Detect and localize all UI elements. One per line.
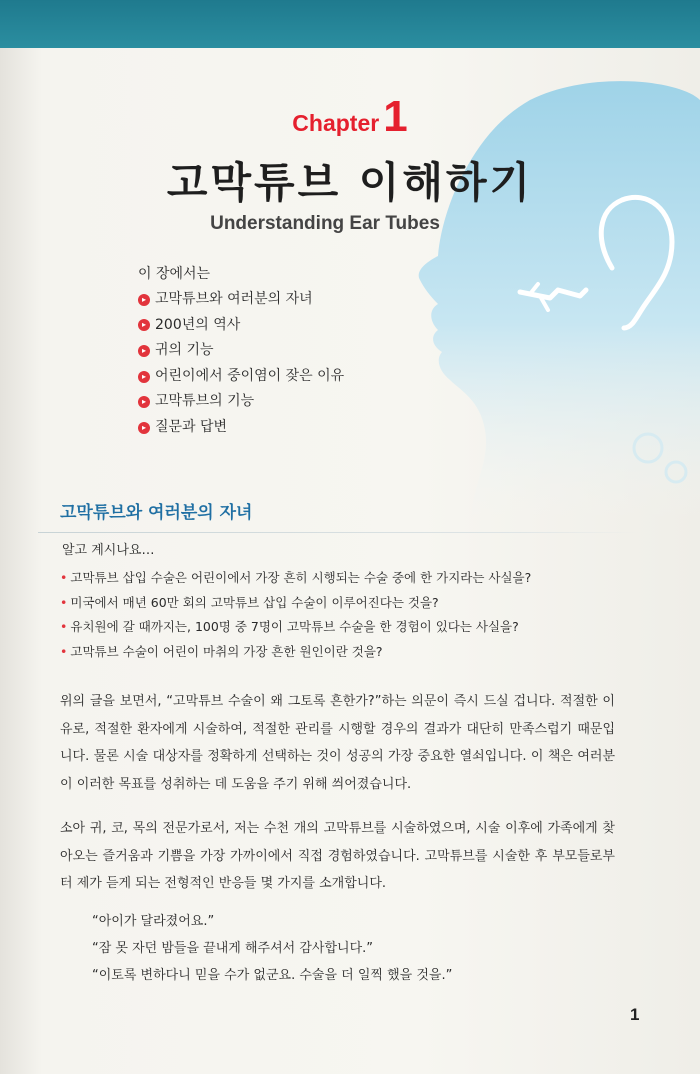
bullet-icon: •: [60, 619, 68, 634]
contents-item-label: 질문과 답변: [155, 418, 228, 435]
bullet-icon: •: [60, 643, 68, 659]
fact-item: [60, 640, 531, 665]
contents-item-label: 어린이에서 중이염이 잦은 이유: [155, 367, 345, 384]
contents-item: [138, 313, 344, 339]
contents-intro: 이 장에서는: [138, 266, 211, 282]
chapter-number: 1: [383, 92, 408, 141]
fact-text: 유치원에 갈 때까지는, 100명 중 7명이 고막튜브 수술을 한 경험이 있다는 사실을?: [70, 619, 519, 634]
fact-item: [60, 566, 531, 591]
fact-text: 고막튜브 삽입 수술은 어린이에서 가장 흔히 시행되는 수술 중에 한 가지라는 사실을?: [70, 570, 532, 585]
bullet-icon: •: [60, 570, 68, 585]
parent-quotes-list: [92, 908, 452, 989]
section-divider: [38, 532, 638, 533]
fact-item: [60, 591, 531, 616]
section-heading: 고막튜브와 여러분의 자녀: [60, 503, 253, 523]
fact-text: 미국에서 매년 60만 회의 고막튜브 삽입 수술이 이루어진다는 것을?: [70, 594, 439, 610]
chapter-subtitle: Understanding Ear Tubes: [210, 213, 440, 234]
contents-item-label: 고막튜브의 기능: [155, 393, 255, 410]
fact-item: [60, 615, 531, 640]
quote-item: “아이가 달라졌어요.”: [92, 914, 215, 929]
chevron-right-icon: ▸: [138, 396, 150, 408]
chapter-contents: [138, 262, 344, 441]
chevron-right-icon: ▸: [138, 345, 150, 357]
chevron-right-icon: ▸: [138, 371, 150, 383]
facts-list: [60, 566, 531, 664]
quote-item: “이토록 변하다니 믿을 수가 없군요. 수술을 더 일찍 했을 것을.”: [92, 968, 453, 983]
contents-list: [138, 287, 344, 441]
quote-item: “잠 못 자던 밤들을 끝내게 해주셔서 감사합니다.”: [92, 941, 373, 956]
contents-item: [138, 389, 344, 415]
body-paragraph: 위의 글을 보면서, “고막튜브 수술이 왜 그토록 흔한가?”하는 의문이 즉시 드실 겁니다. 적절한 이유로, 적절한 환자에게 시술하여, 적절한 관리를 시행할 경우의 결과가 대단히 만족스럽기 때문입니다. 물론 시술 대상자를 정확하게 선택하는 것이 성공의 가장 중요한 열쇠입니다. 이 책은 여러분이 이러한 목표를 성취하는 데 도움을 주기 위해 씌어졌습니다.: [60, 694, 615, 792]
page-number: 1: [630, 1005, 640, 1024]
top-color-band: [0, 0, 700, 48]
bullet-icon: •: [60, 594, 68, 610]
section-lead: 알고 계시나요…: [62, 543, 155, 558]
contents-item-label: 귀의 기능: [155, 342, 214, 359]
body-paragraph: 소아 귀, 코, 목의 전문가로서, 저는 수천 개의 고막튜브를 시술하였으며, 시술 이후에 가족에게 찾아오는 즐거움과 기쁨을 가장 가까이에서 직접 경험하였습니다. 고막튜브를 시술한 후 부모들로부터 제가 듣게 되는 전형적인 반응들 몇 가지를 소개합니다.: [60, 821, 615, 891]
chapter-word: Chapter: [292, 110, 380, 136]
contents-item-label: 고막튜브와 여러분의 자녀: [155, 291, 313, 307]
chapter-label: [0, 92, 700, 142]
chevron-right-icon: ▸: [138, 422, 150, 434]
contents-item: [138, 415, 344, 441]
chevron-right-icon: ▸: [138, 319, 150, 331]
contents-item: [138, 364, 344, 390]
contents-item-label: 200년의 역사: [155, 316, 241, 333]
contents-item: [138, 338, 344, 364]
chevron-right-icon: ▸: [138, 294, 150, 306]
fact-text: 고막튜브 수술이 어린이 마취의 가장 흔한 원인이란 것을?: [70, 643, 383, 659]
chapter-title: 고막튜브 이해하기: [166, 158, 534, 207]
contents-item: [138, 287, 344, 313]
